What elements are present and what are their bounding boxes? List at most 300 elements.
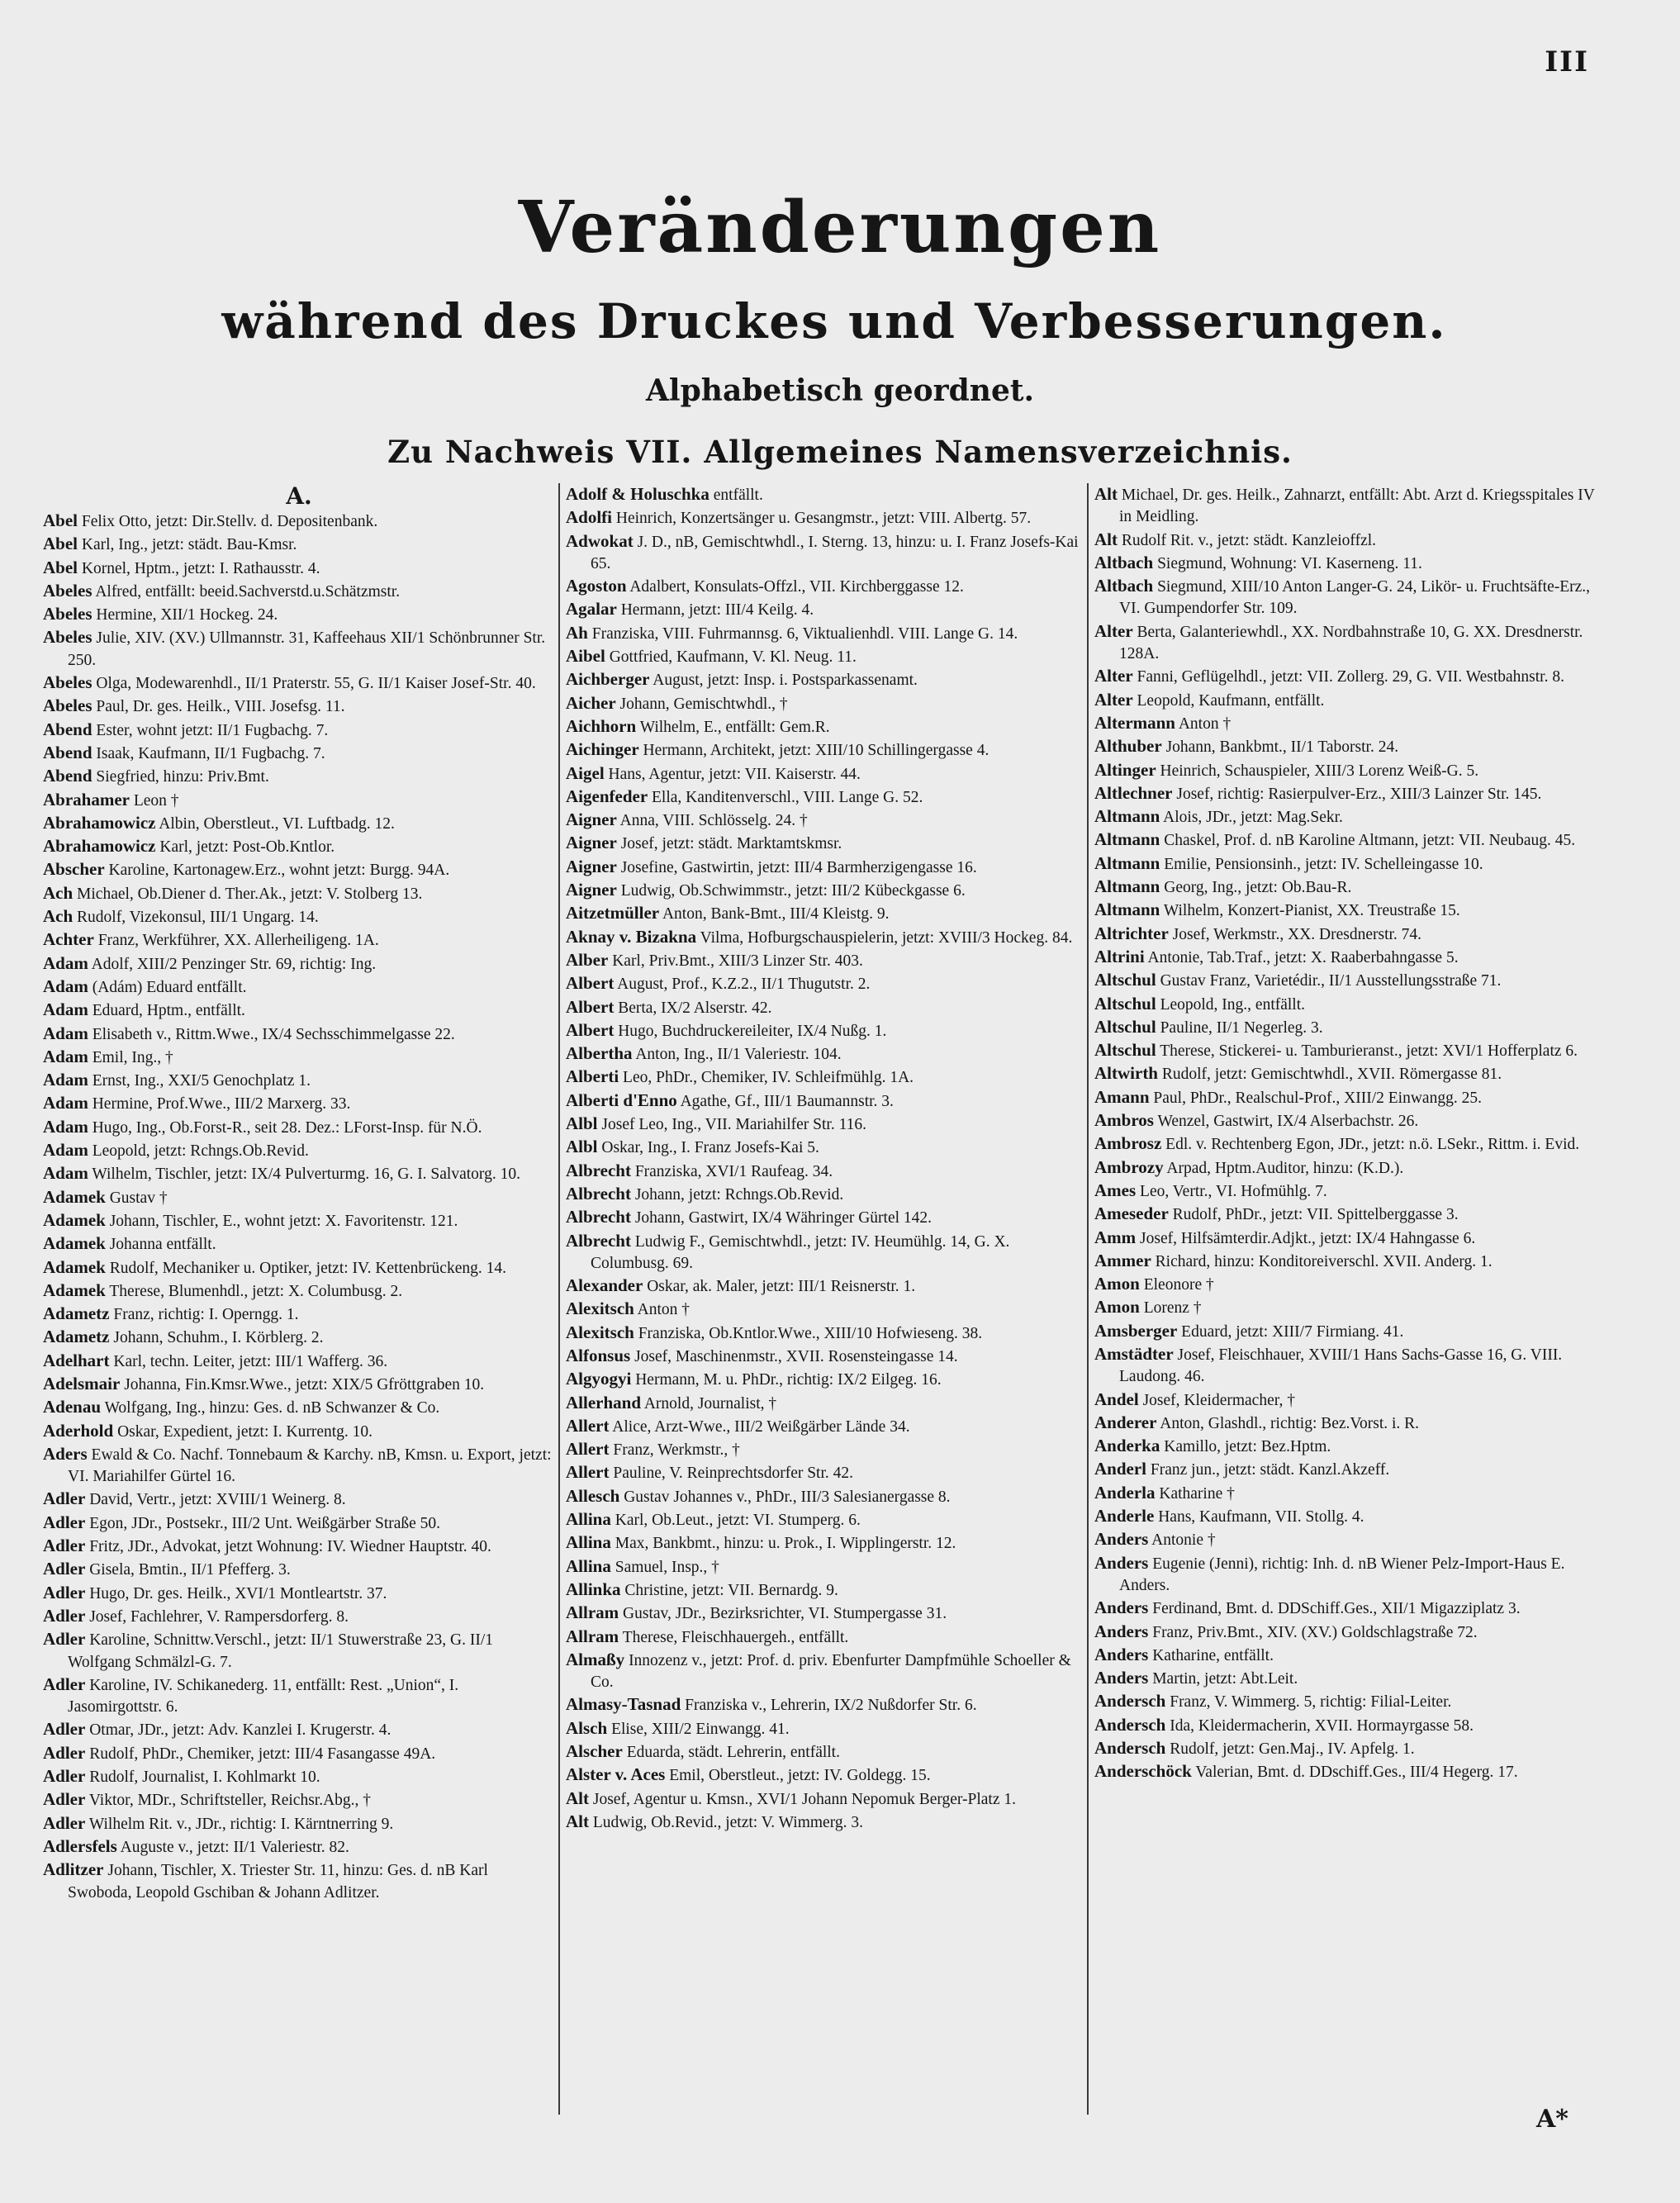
entry-text: Karl, Ob.Leut., jetzt: VI. Stumperg. 6.: [615, 1512, 861, 1530]
directory-entry: [566, 1415, 1082, 1438]
entry-text: Ludwig, Ob.Revid., jetzt: V. Wimmerg. 3.: [592, 1813, 863, 1831]
directory-entry: [566, 1113, 1082, 1136]
directory-entry: [1094, 1296, 1611, 1319]
directory-entry: [1094, 1273, 1611, 1296]
directory-entry: [566, 1717, 1082, 1740]
entry-text: Hugo, Buchdruckereileiter, IX/4 Nußg. 1.: [618, 1022, 887, 1040]
directory-entry: [566, 809, 1082, 832]
entry-text: Eduard, Hptm., entfällt.: [92, 1002, 245, 1020]
directory-entry: [43, 1859, 555, 1904]
directory-entry: [43, 952, 555, 976]
entry-name: Adler: [43, 1674, 86, 1694]
entry-name: Ames: [1094, 1180, 1137, 1200]
directory-entry: [43, 835, 555, 858]
entry-name: Allert: [566, 1439, 610, 1460]
directory-entry: [1094, 1132, 1611, 1156]
directory-entry: [1094, 759, 1611, 782]
directory-entry: [43, 1718, 555, 1741]
directory-entry: [1094, 575, 1611, 620]
entry-text: Anna, VIII. Schlösselg. 24. †: [619, 812, 808, 830]
entry-name: Abeles: [43, 696, 93, 716]
directory-entry: [1094, 1667, 1611, 1690]
directory-entry: [566, 949, 1082, 972]
directory-entry: [1094, 1343, 1611, 1389]
entry-text: Wenzel, Gastwirt, IX/4 Alserbachstr. 26.: [1157, 1113, 1419, 1131]
entry-name: Andersch: [1094, 1738, 1166, 1759]
entry-text: Wilhelm Rit. v., JDr., richtig: I. Kärntnerring 9.: [88, 1815, 394, 1833]
entry-text: Viktor, MDr., Schriftsteller, Reichsr.Abg., †: [88, 1792, 372, 1810]
directory-entry: [43, 1326, 555, 1349]
entry-text: Georg, Ing., jetzt: Ob.Bau-R.: [1164, 879, 1352, 897]
entry-name: Adler: [43, 1582, 86, 1602]
entry-name: Adler: [43, 1512, 86, 1532]
entry-text: Adolf, XIII/2 Penzinger Str. 69, richtig: Ing.: [91, 955, 377, 973]
directory-entry: [566, 1136, 1082, 1159]
entry-text: Heinrich, Schauspieler, XIII/3 Lorenz Weiß-G. 5.: [1160, 762, 1479, 780]
entry-text: Olga, Modewarenhdl., II/1 Praterstr. 55, G. II/1 Kaiser Josef-Str. 40.: [96, 675, 536, 693]
directory-entry: [1094, 1016, 1611, 1039]
directory-entry: [566, 1438, 1082, 1461]
directory-entry: [566, 1066, 1082, 1089]
entry-name: Aderhold: [43, 1420, 114, 1441]
directory-entry: [1094, 1597, 1611, 1620]
entry-text: Leo, PhDr., Chemiker, IV. Schleifmühlg. 1A.: [623, 1069, 914, 1087]
entry-text: Fanni, Geflügelhdl., jetzt: VII. Zollerg. 29, G. VII. Westbahnstr. 8.: [1137, 668, 1564, 686]
entry-name: Adam: [43, 1046, 88, 1066]
entry-text: Franziska, Ob.Kntlor.Wwe., XIII/10 Hofwieseng. 38.: [638, 1324, 983, 1342]
directory-entry: [43, 1488, 555, 1511]
entry-text: Egon, JDr., Postsekr., III/2 Unt. Weißgärber Straße 50.: [89, 1514, 441, 1532]
directory-entry: [43, 789, 555, 812]
entry-name: Adler: [43, 1812, 86, 1833]
entry-text: Michael, Ob.Diener d. Ther.Ak., jetzt: V. Stolberg 13.: [77, 885, 423, 903]
entry-name: Adler: [43, 1719, 86, 1740]
directory-entry: [566, 1461, 1082, 1484]
directory-entry: [1094, 1528, 1611, 1551]
entry-name: Abeles: [43, 580, 93, 601]
directory-entry: [43, 1835, 555, 1859]
entry-text: Ferdinand, Bmt. d. DDSchiff.Ges., XII/1 Migazziplatz 3.: [1152, 1600, 1521, 1618]
entry-text: J. D., nB, Gemischtwhdl., I. Sterng. 13, hinzu: u. I. Franz Josefs-Kai 65.: [591, 533, 1079, 572]
directory-entry: [43, 672, 555, 695]
entry-text: Paul, PhDr., Realschul-Prof., XIII/2 Einwangg. 25.: [1153, 1089, 1482, 1107]
signature-mark: A*: [1536, 2105, 1568, 2134]
entry-text: Josef, richtig: Rasierpulver-Erz., XIII/3 Lainzer Str. 145.: [1176, 785, 1542, 803]
section-heading: Zu Nachweis VII. Allgemeines Namensverzeichnis.: [387, 434, 1293, 470]
entry-text: Josef, Fachlehrer, V. Rampersdorferg. 8.: [89, 1607, 349, 1626]
entry-text: Berta, Galanteriewhdl., XX. Nordbahnstraße 10, G. XX. Dresdnerstr. 128A.: [1119, 623, 1583, 663]
directory-entry: [566, 530, 1082, 576]
entry-name: Alber: [566, 949, 609, 970]
entry-text: Anton, Ing., II/1 Valeriestr. 104.: [635, 1046, 842, 1064]
directory-entry: [43, 999, 555, 1022]
entry-name: Albertha: [566, 1043, 633, 1064]
directory-entry: [566, 1298, 1082, 1321]
entry-text: Albin, Oberstleut., VI. Luftbadg. 12.: [159, 814, 395, 833]
entry-text: Katharine †: [1159, 1484, 1235, 1503]
directory-entry: [566, 1649, 1082, 1694]
entry-name: Adlitzer: [43, 1859, 104, 1880]
entry-text: entfällt.: [713, 487, 763, 504]
entry-name: Adametz: [43, 1327, 110, 1347]
entry-name: Adamek: [43, 1256, 106, 1277]
entry-text: Hans, Kaufmann, VII. Stollg. 4.: [1158, 1508, 1364, 1526]
entry-name: Allram: [566, 1626, 619, 1646]
entry-text: Gustav Franz, Varietédir., II/1 Ausstellungsstraße 71.: [1160, 972, 1502, 990]
page-title: Veränderungen: [518, 186, 1162, 269]
entry-text: Adalbert, Konsulats-Offzl., VII. Kirchberggasse 12.: [629, 578, 964, 596]
entry-text: Josef, Maschinenmstr., XVII. Rosensteingasse 14.: [634, 1347, 958, 1365]
entry-text: Rudolf, PhDr., jetzt: VII. Spittelberggasse 3.: [1172, 1206, 1459, 1224]
sort-note: Alphabetisch geordnet.: [645, 373, 1035, 408]
entry-text: Josef, Kleidermacher, †: [1142, 1391, 1295, 1409]
entry-text: Franz, richtig: I. Operngg. 1.: [113, 1306, 299, 1324]
entry-name: Aichinger: [566, 739, 639, 760]
entry-name: Alster v. Aces: [566, 1764, 666, 1785]
directory-entry: [1094, 946, 1611, 969]
directory-entry: [566, 926, 1082, 949]
directory-entry: [566, 1160, 1082, 1183]
entry-text: Samuel, Insp., †: [615, 1558, 719, 1576]
directory-entry: [566, 1345, 1082, 1368]
directory-entry: [566, 1275, 1082, 1298]
entry-text: Pauline, V. Reinprechtsdorfer Str. 42.: [613, 1465, 854, 1483]
column-3: [1094, 483, 1611, 2135]
entry-text: Johanna entfällt.: [109, 1236, 216, 1254]
entry-name: Adler: [43, 1559, 86, 1579]
entry-name: Adler: [43, 1629, 86, 1650]
entry-name: Agalar: [566, 599, 617, 620]
entry-name: Altmann: [1094, 852, 1160, 873]
entry-name: Ach: [43, 906, 74, 927]
entry-name: Aigner: [566, 856, 617, 876]
entry-text: Johann, Tischler, E., wohnt jetzt: X. Favoritenstr. 121.: [109, 1212, 458, 1230]
directory-entry: [43, 1443, 555, 1488]
entry-name: Agoston: [566, 576, 627, 596]
entry-name: Adam: [43, 1093, 88, 1113]
entry-name: Adam: [43, 1023, 88, 1043]
directory-entry: [43, 1582, 555, 1605]
entry-text: Ernst, Ing., XXI/5 Genochplatz 1.: [92, 1072, 311, 1090]
directory-entry: [1094, 1644, 1611, 1667]
directory-entry: [43, 1232, 555, 1256]
entry-name: Aichhorn: [566, 715, 637, 736]
directory-entry: [566, 483, 1082, 506]
entry-text: Anton †: [637, 1301, 691, 1319]
entry-name: Ambros: [1094, 1110, 1154, 1131]
entry-name: Alt: [566, 1811, 589, 1831]
directory-entry: [566, 1764, 1082, 1787]
entry-text: Eleonore †: [1143, 1276, 1214, 1294]
directory-entry: [566, 1392, 1082, 1415]
entry-text: Leo, Vertr., VI. Hofmühlg. 7.: [1140, 1182, 1327, 1200]
column-divider: [558, 483, 560, 2115]
directory-entry: [566, 786, 1082, 809]
directory-entry: [43, 695, 555, 718]
directory-entry: [43, 1812, 555, 1835]
entry-text: Josef Leo, Ing., VII. Mariahilfer Str. 116.: [601, 1116, 866, 1134]
directory-entry: [1094, 969, 1611, 992]
directory-entry: [566, 1788, 1082, 1811]
entry-name: Albl: [566, 1137, 598, 1157]
entry-name: Adler: [43, 1789, 86, 1810]
directory-entry: [43, 1256, 555, 1280]
directory-entry: [566, 1602, 1082, 1625]
entry-name: Allert: [566, 1415, 610, 1436]
directory-entry: [1094, 1412, 1611, 1435]
directory-entry: [1094, 876, 1611, 899]
entry-list: [43, 510, 555, 1904]
entry-list: [566, 483, 1082, 1834]
entry-name: Anderka: [1094, 1436, 1160, 1456]
entry-name: Adam: [43, 1070, 88, 1090]
entry-name: Adler: [43, 1742, 86, 1763]
entry-name: Andel: [1094, 1389, 1139, 1409]
entry-text: Karoline, Kartonagew.Erz., wohnt jetzt: Burgg. 94A.: [108, 862, 450, 880]
directory-entry: [566, 1555, 1082, 1579]
entry-text: Rudolf, PhDr., Chemiker, jetzt: III/4 Fasangasse 49A.: [89, 1745, 436, 1763]
entry-name: Ambrosz: [1094, 1133, 1162, 1154]
entry-text: Leopold, jetzt: Rchngs.Ob.Revid.: [92, 1142, 309, 1161]
directory-entry: [566, 1811, 1082, 1834]
entry-name: Achter: [43, 929, 94, 950]
entry-text: Antonie, Tab.Traf., jetzt: X. Raaberbahngasse 5.: [1147, 948, 1459, 966]
entry-name: Anders: [1094, 1598, 1149, 1618]
directory-entry: [43, 1674, 555, 1719]
entry-name: Albrecht: [566, 1183, 631, 1204]
entry-text: Karl, techn. Leiter, jetzt: III/1 Wafferg. 36.: [113, 1352, 388, 1370]
directory-entry: [566, 1230, 1082, 1275]
entry-text: Vilma, Hofburgschauspielerin, jetzt: XVIII/3 Hockeg. 84.: [700, 928, 1073, 947]
entry-name: Ammer: [1094, 1250, 1151, 1270]
entry-name: Abeles: [43, 604, 93, 624]
entry-text: Oskar, ak. Maler, jetzt: III/1 Reisnerstr. 1.: [647, 1278, 916, 1296]
entry-name: Aigner: [566, 833, 617, 853]
entry-name: Albert: [566, 996, 615, 1017]
directory-entry: [43, 1046, 555, 1069]
directory-entry: [1094, 852, 1611, 876]
entry-text: Gustav †: [109, 1189, 168, 1207]
entry-name: Alberti d'Enno: [566, 1090, 677, 1110]
entry-name: Alberti: [566, 1066, 619, 1087]
directory-entry: [43, 719, 555, 742]
entry-text: Kamillo, jetzt: Bez.Hptm.: [1164, 1438, 1331, 1456]
directory-entry: [43, 1512, 555, 1535]
directory-entry: [566, 645, 1082, 668]
entry-text: Rudolf Rit. v., jetzt: städt. Kanzleioffzl.: [1121, 531, 1377, 549]
column-divider: [1087, 483, 1089, 2115]
entry-name: Aigenfeder: [566, 786, 648, 806]
entry-text: Max, Bankbmt., hinzu: u. Prok., I. Wipplingerstr. 12.: [615, 1535, 956, 1553]
entry-name: Altbach: [1094, 576, 1154, 596]
directory-entry: [43, 1280, 555, 1303]
entry-text: Anton †: [1178, 715, 1232, 733]
directory-entry: [43, 976, 555, 999]
entry-name: Abscher: [43, 859, 105, 880]
directory-entry: [43, 1350, 555, 1373]
entry-text: Therese, Stickerei- u. Tamburieranst., jetzt: XVI/1 Hofferplatz 6.: [1160, 1042, 1578, 1061]
entry-text: Rudolf, jetzt: Gemischtwhdl., XVII. Römergasse 81.: [1161, 1066, 1502, 1084]
entry-name: Altwirth: [1094, 1063, 1158, 1084]
entry-name: Aigner: [566, 810, 617, 830]
entry-name: Aibel: [566, 646, 605, 667]
directory-entry: [1094, 665, 1611, 688]
directory-entry: [1094, 1458, 1611, 1481]
entry-name: Adamek: [43, 1280, 106, 1300]
entry-name: Alscher: [566, 1741, 623, 1762]
entry-name: Altschul: [1094, 970, 1156, 990]
directory-entry: [1094, 1156, 1611, 1180]
entry-text: Kornel, Hptm., jetzt: I. Rathausstr. 4.: [81, 559, 320, 577]
entry-text: Paul, Dr. ges. Heilk., VIII. Josefsg. 11.: [96, 698, 345, 716]
directory-entry: [43, 1116, 555, 1139]
entry-text: Karl, jetzt: Post-Ob.Kntlor.: [159, 838, 335, 857]
entry-name: Adolfi: [566, 507, 613, 528]
entry-text: Chaskel, Prof. d. nB Karoline Altmann, jetzt: VII. Neubaug. 45.: [1164, 832, 1576, 850]
entry-text: Johann, Tischler, X. Triester Str. 11, hinzu: Ges. d. nB Karl Swoboda, Leopold Gschiban & Johann Adlitzer.: [68, 1862, 488, 1902]
directory-entry: [566, 506, 1082, 529]
entry-name: Abel: [43, 510, 78, 530]
directory-entry: [566, 575, 1082, 598]
entry-text: Gustav Johannes v., PhDr., III/3 Salesianergasse 8.: [624, 1488, 951, 1506]
directory-entry: [566, 622, 1082, 645]
entry-text: Josef, Werkmstr., XX. Dresdnerstr. 74.: [1172, 925, 1422, 943]
entry-name: Aknay v. Bizakna: [566, 926, 697, 947]
directory-entry: [1094, 1760, 1611, 1783]
entry-name: Andersch: [1094, 1691, 1166, 1712]
entry-name: Ach: [43, 882, 74, 903]
entry-name: Albert: [566, 1019, 615, 1040]
entry-name: Alt: [1094, 529, 1118, 549]
entry-name: Althuber: [1094, 736, 1162, 757]
entry-text: Johann, Schuhm., I. Körblerg. 2.: [113, 1329, 324, 1347]
directory-entry: [43, 1092, 555, 1115]
entry-name: Adam: [43, 1140, 88, 1161]
directory-entry: [1094, 712, 1611, 735]
entry-name: Albrecht: [566, 1230, 631, 1251]
directory-entry: [43, 742, 555, 765]
entry-text: Josefine, Gastwirtin, jetzt: III/4 Barmherzigengasse 16.: [620, 858, 977, 876]
entry-name: Amann: [1094, 1086, 1150, 1107]
entry-text: Gustav, JDr., Bezirksrichter, VI. Stumpergasse 31.: [623, 1605, 947, 1623]
directory-entry: [43, 557, 555, 580]
directory-entry: [566, 832, 1082, 855]
directory-entry: [1094, 1227, 1611, 1250]
entry-name: Altermann: [1094, 712, 1175, 733]
entry-text: Wolfgang, Ing., hinzu: Ges. d. nB Schwanzer & Co.: [104, 1399, 440, 1417]
directory-entry: [43, 905, 555, 928]
entry-text: Johann, Gemischtwhdl., †: [619, 695, 788, 713]
entry-text: Wilhelm, Tischler, jetzt: IX/4 Pulverturmg. 16, G. I. Salvatorg. 10.: [92, 1166, 520, 1184]
directory-entry: [43, 882, 555, 905]
entry-name: Abrahamowicz: [43, 812, 156, 833]
directory-entry: [566, 598, 1082, 621]
entry-text: Ludwig F., Gemischtwhdl., jetzt: IV. Heumühlg. 14, G. X. Columbusg. 69.: [591, 1232, 1010, 1272]
entry-name: Abeles: [43, 627, 93, 648]
entry-text: Ella, Kanditenverschl., VIII. Lange G. 52.: [652, 788, 923, 806]
directory-entry: [566, 1508, 1082, 1531]
entry-name: Adam: [43, 952, 88, 973]
page-subtitle: während des Druckes und Verbesserungen.: [221, 293, 1447, 349]
page-number: III: [1545, 45, 1589, 78]
entry-text: Alice, Arzt-Wwe., III/2 Weißgärber Lände 34.: [612, 1417, 910, 1436]
entry-text: Christine, jetzt: VII. Bernardg. 9.: [624, 1581, 838, 1599]
entry-name: Altmann: [1094, 806, 1160, 827]
directory-entry: [1094, 1552, 1611, 1598]
entry-text: Therese, Blumenhdl., jetzt: X. Columbusg. 2.: [109, 1282, 403, 1300]
directory-entry: [1094, 1203, 1611, 1226]
entry-name: Altschul: [1094, 1040, 1156, 1061]
directory-entry: [566, 972, 1082, 995]
entry-text: Josef, Fleischhauer, XVIII/1 Hans Sachs-Gasse 16, G. VIII. Laudong. 46.: [1119, 1346, 1563, 1386]
directory-entry: [1094, 1039, 1611, 1062]
entry-name: Abend: [43, 766, 93, 786]
entry-text: Oskar, Ing., I. Franz Josefs-Kai 5.: [601, 1139, 819, 1157]
entry-name: Albert: [566, 973, 615, 994]
column-2: [566, 483, 1082, 2135]
entry-text: Josef, Agentur u. Kmsn., XVI/1 Johann Nepomuk Berger-Platz 1.: [592, 1790, 1017, 1808]
directory-entry: [1094, 993, 1611, 1016]
entry-name: Adwokat: [566, 530, 634, 551]
entry-name: Adam: [43, 999, 88, 1020]
entry-name: Almaßy: [566, 1649, 625, 1669]
directory-entry: [1094, 1250, 1611, 1273]
entry-name: Adler: [43, 1766, 86, 1787]
directory-entry: [43, 1628, 555, 1674]
directory-entry: [566, 692, 1082, 715]
directory-entry: [566, 1206, 1082, 1229]
entry-text: Karl, Ing., jetzt: städt. Bau-Kmsr.: [81, 536, 297, 554]
directory-entry: [1094, 1621, 1611, 1644]
entry-text: Emil, Oberstleut., jetzt: IV. Goldegg. 15.: [669, 1767, 931, 1785]
directory-entry: [43, 580, 555, 603]
entry-text: Franz, Werkmstr., †: [613, 1441, 740, 1460]
entry-name: Anderla: [1094, 1482, 1156, 1503]
column-1: [43, 483, 555, 2135]
directory-entry: [43, 1373, 555, 1396]
entry-name: Aigel: [566, 762, 605, 783]
entry-name: Abrahamer: [43, 789, 130, 810]
entry-text: Wilhelm, E., entfällt: Gem.R.: [639, 718, 830, 736]
directory-entry: [43, 1396, 555, 1419]
entry-name: Amstädter: [1094, 1343, 1174, 1364]
directory-entry: [43, 1303, 555, 1326]
entry-name: Adam: [43, 1163, 88, 1184]
entry-name: Abrahamowicz: [43, 836, 156, 857]
entry-name: Alexitsch: [566, 1299, 634, 1319]
entry-name: Alexitsch: [566, 1322, 634, 1342]
entry-name: Adamek: [43, 1186, 106, 1207]
entry-name: Ambrozy: [1094, 1156, 1164, 1177]
entry-text: Johanna, Fin.Kmsr.Wwe., jetzt: XIX/5 Gfröttgraben 10.: [124, 1375, 485, 1393]
directory-entry: [43, 1558, 555, 1581]
entry-name: Algyogyi: [566, 1369, 632, 1389]
directory-entry: [43, 1139, 555, 1162]
entry-text: Ludwig, Ob.Schwimmstr., jetzt: III/2 Kübeckgasse 6.: [620, 882, 966, 900]
entry-name: Aichberger: [566, 669, 650, 690]
entry-name: Alt: [1094, 484, 1118, 504]
entry-name: Adelsmair: [43, 1373, 121, 1393]
directory-entry: [1094, 735, 1611, 758]
entry-name: Aicher: [566, 692, 616, 713]
directory-entry: [566, 1183, 1082, 1206]
entry-name: Altbach: [1094, 552, 1154, 572]
entry-name: Adamek: [43, 1209, 106, 1230]
entry-name: Altschul: [1094, 993, 1156, 1014]
entry-text: Johann, Bankbmt., II/1 Taborstr. 24.: [1165, 738, 1399, 757]
directory-entry: [43, 1605, 555, 1628]
entry-list: [1094, 483, 1611, 1784]
